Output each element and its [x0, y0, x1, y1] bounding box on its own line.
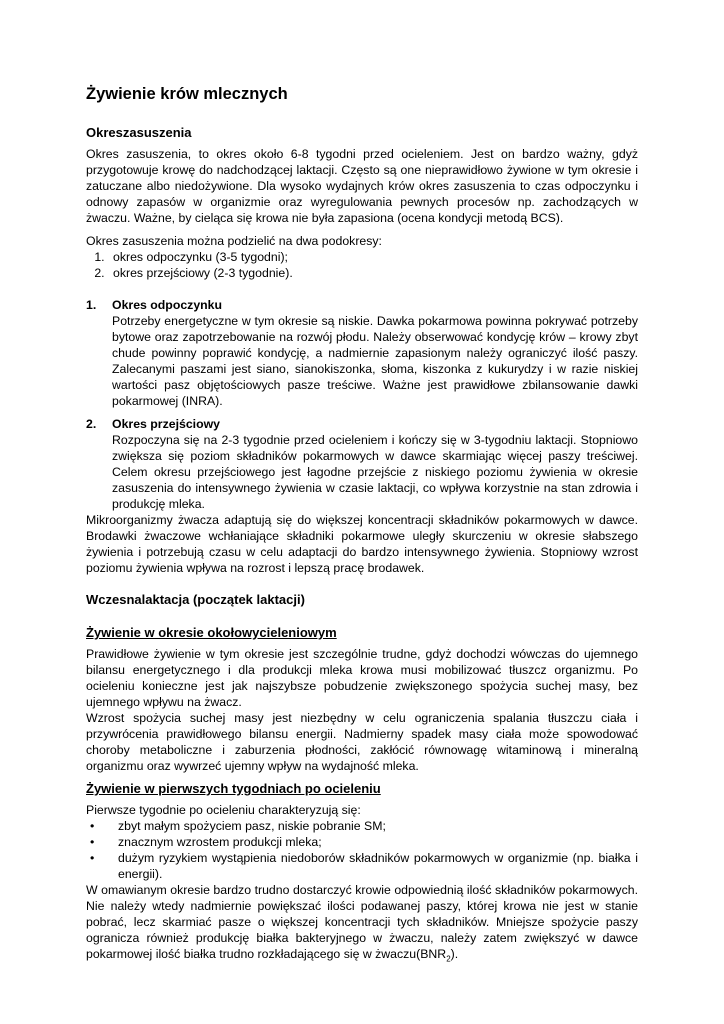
section-heading-early-lactation: Wczesnalaktacja (początek laktacji) [86, 592, 305, 607]
list-item: 1. okres odpoczynku (3-5 tygodni); [108, 249, 638, 265]
subscript: 2 [446, 954, 451, 964]
paragraph-rumen-microorganisms: Mikroorganizmy żwacza adaptują się do większej koncentracji składników pokarmowych w dawce. Brodawki żwaczowe wchłaniające składniki pokarmowe uległy skurczeniu w okresie słabszego żywienia i potrzebują czasu w celu adaptacji do bardzo intensywnego żywienia. Stopniowy wzrost poziomu żywienia wpływa na rozrost i lepszą pracę brodawek. [86, 513, 638, 575]
subsection-title: Okres przejściowy [112, 417, 220, 431]
subsection-number: 1. [86, 298, 97, 312]
subsection-heading-first-weeks: Żywienie w pierwszych tygodniach po ocieleniu [86, 781, 381, 796]
paragraph-peripartum-1: Prawidłowe żywienie w tym okresie jest szczególnie trudne, gdyż dochodzi wówczas do ujemnego bilansu energetycznego i dla produkcji mleka krowa musi mobilizować tłuszcz organizmu. Po ocieleniu konieczne jest jak najszybsze pobudzenie zwiększonego spożycia suchej masy, bez ujemnego wpływu na żwacz. [86, 647, 638, 709]
section-heading-dry-period: Okreszasuszenia [86, 125, 192, 140]
paragraph-first-weeks-feeding: W omawianym okresie bardzo trudno dostarczyć krowie odpowiednią ilość składników pokarmowych. Nie należy wtedy nadmiernie powiększać ilości podawanej paszy, której krowa nie jest w stanie pobrać, lecz skarmiać pasze o większej koncentracji tych składników. Mniejsze spożycie paszy ogranicza również produkcję białka bakteryjnego w żwaczu, należy zatem zwiększyć w dawce pokarmowej ilość białka trudno rozkładającego się w $żwaczu(BNR_2)$. [86, 883, 638, 964]
paragraph-first-weeks-intro: Pierwsze tygodnie po ocieleniu charakteryzują się: [86, 803, 361, 817]
list-item: 2. okres przejściowy (2-3 tygodnie). [108, 265, 638, 281]
subsection-text: Potrzeby energetyczne w tym okresie są niskie. Dawka pokarmowa powinna pokrywać potrzeby bytowe oraz zapotrzebowanie na rozwój płodu. Należy obserwować kondycję krów – krowy zbyt chude powinny poprawić kondycję, a nadmiernie zapasionym należy ograniczyć ilość paszy. Zalecanymi paszami jest siano, sianokiszonka, słoma, kiszonka z kukurydzy i w razie niskiej wartości pasz objętościowych pasze treściwe. Ważne jest prawidłowe zbilansowanie dawki pokarmowej (INRA). [112, 314, 638, 408]
numbered-list-subperiods [86, 249, 638, 281]
list-item: • zbyt małym spożyciem pasz, niskie pobranie SM; [86, 818, 638, 834]
bullet-list-first-weeks [86, 818, 638, 882]
bullet-icon: • [90, 819, 95, 833]
subsection-text: Rozpoczyna się na 2-3 tygodnie przed ocieleniem i kończy się w 3-tygodniu laktacji. Stopniowo zwiększa się poziom składników pokarmowych w dawce skarmiając więcej paszy treściwej. Celem okresu przejściowego jest łagodne przejście z niskiego poziomu żywienia w okresie zasuszenia do intensywnego żywienia w czasie laktacji, co wpływa korzystnie na stan zdrowia i produkcję mleka. [112, 433, 638, 511]
list-item: • znacznym wzrostem produkcji mleka; [86, 834, 638, 850]
list-item: • dużym ryzykiem wystąpienia niedoborów składników pokarmowych w organizmie (np. białka i energii). [86, 850, 638, 882]
subsection-title: Okres odpoczynku [112, 298, 223, 312]
subsection-heading-peripartum: Żywienie w okresie okołowycieleniowym [86, 625, 337, 640]
subsection-number: 2. [86, 417, 97, 431]
paragraph-peripartum-2: Wzrost spożycia suchej masy jest niezbędny w celu ograniczenia spalania tłuszczu ciała i przywrócenia prawidłowego bilansu energii. Nadmierny spadek masy ciała może spowodować choroby metaboliczne i zaburzenia płodności, zakłócić równowagę witaminową i mineralną organizmu oraz wywrzeć ujemny wpływ na wydajność mleka. [86, 711, 638, 773]
subsection-transition-period [86, 416, 638, 512]
document-title: Żywienie krów mlecznych [86, 85, 288, 103]
subsection-rest-period [86, 297, 638, 409]
bullet-icon: • [90, 835, 95, 849]
paragraph-dry-period-intro: Okres zasuszenia, to okres około 6-8 tygodni przed ocieleniem. Jest on bardzo ważny, gdyż przygotowuje krowę do nadchodzącej laktacji. Często są one nieprawidłowo żywione w tym okresie i zatuczane albo niedożywione. Dla wysoko wydajnych krów okres zasuszenia to czas odpoczynku i odnowy zapasów w organizmie oraz wyregulowania pewnych procesów np. zachodzących w żwaczu. Ważne, by cieląca się krowa nie była zapasiona (ocena kondycji metodą BCS). [86, 147, 638, 225]
paragraph-dry-period-split: Okres zasuszenia można podzielić na dwa podokresy: [86, 234, 382, 248]
bullet-icon: • [90, 851, 95, 865]
